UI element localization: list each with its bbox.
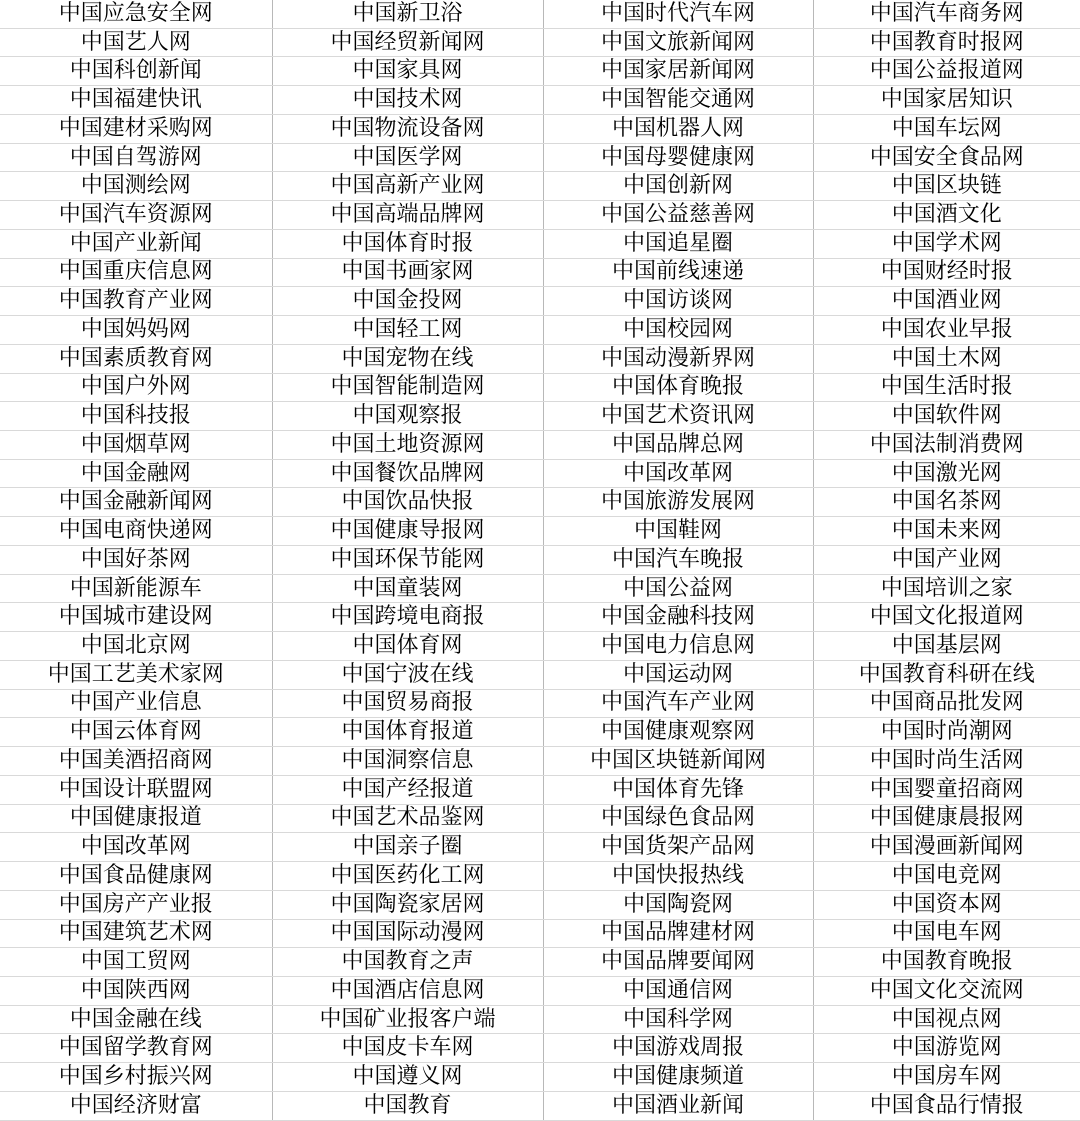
table-cell: 中国金融在线 (0, 1005, 272, 1034)
table-cell: 中国陶瓷家居网 (272, 890, 543, 919)
table-cell: 中国体育时报 (272, 229, 543, 258)
table-cell: 中国餐饮品牌网 (272, 459, 543, 488)
table-cell: 中国医药化工网 (272, 862, 543, 891)
table-row (0, 948, 1080, 977)
table-cell: 中国未来网 (813, 517, 1080, 546)
table-cell: 中国创新网 (543, 172, 813, 201)
table-cell: 中国家居新闻网 (543, 57, 813, 86)
table-cell: 中国跨境电商报 (272, 603, 543, 632)
table-cell: 中国文化交流网 (813, 976, 1080, 1005)
table-cell: 中国食品健康网 (0, 862, 272, 891)
table-cell: 中国财经时报 (813, 258, 1080, 287)
table-cell: 中国婴童招商网 (813, 775, 1080, 804)
table-cell: 中国宁波在线 (272, 660, 543, 689)
table-cell: 中国公益报道网 (813, 57, 1080, 86)
table-cell: 中国留学教育网 (0, 1034, 272, 1063)
table-row (0, 775, 1080, 804)
table-cell: 中国矿业报客户端 (272, 1005, 543, 1034)
table-cell: 中国激光网 (813, 459, 1080, 488)
table-cell: 中国科创新闻 (0, 57, 272, 86)
table-cell: 中国货架产品网 (543, 833, 813, 862)
table-cell: 中国文化报道网 (813, 603, 1080, 632)
table-cell: 中国区块链 (813, 172, 1080, 201)
table-row (0, 488, 1080, 517)
table-cell: 中国重庆信息网 (0, 258, 272, 287)
table-cell: 中国饮品快报 (272, 488, 543, 517)
table-cell: 中国安全食品网 (813, 143, 1080, 172)
table-cell: 中国建筑艺术网 (0, 919, 272, 948)
table-cell: 中国建材采购网 (0, 114, 272, 143)
table-row (0, 28, 1080, 57)
table-row (0, 545, 1080, 574)
table-cell: 中国金投网 (272, 287, 543, 316)
table-cell: 中国科技报 (0, 402, 272, 431)
table-cell: 中国妈妈网 (0, 316, 272, 345)
table-cell: 中国应急安全网 (0, 0, 272, 28)
table-row (0, 229, 1080, 258)
table-cell: 中国汽车商务网 (813, 0, 1080, 28)
table-cell: 中国教育之声 (272, 948, 543, 977)
table-row (0, 459, 1080, 488)
table-cell: 中国国际动漫网 (272, 919, 543, 948)
table-cell: 中国动漫新界网 (543, 344, 813, 373)
table-cell: 中国改革网 (0, 833, 272, 862)
table-cell: 中国童装网 (272, 574, 543, 603)
table-cell: 中国智能制造网 (272, 373, 543, 402)
table-cell: 中国漫画新闻网 (813, 833, 1080, 862)
table-cell: 中国学术网 (813, 229, 1080, 258)
table-cell: 中国皮卡车网 (272, 1034, 543, 1063)
table-cell: 中国教育晚报 (813, 948, 1080, 977)
table-row (0, 373, 1080, 402)
table-row (0, 747, 1080, 776)
table-row (0, 402, 1080, 431)
table-cell: 中国产经报道 (272, 775, 543, 804)
table-cell: 中国设计联盟网 (0, 775, 272, 804)
table-cell: 中国土地资源网 (272, 431, 543, 460)
table-cell: 中国健康晨报网 (813, 804, 1080, 833)
table-cell: 中国教育时报网 (813, 28, 1080, 57)
table-cell: 中国公益慈善网 (543, 201, 813, 230)
table-cell: 中国自驾游网 (0, 143, 272, 172)
table-cell: 中国经济财富 (0, 1091, 272, 1120)
table-cell: 中国房产产业报 (0, 890, 272, 919)
table-row (0, 316, 1080, 345)
table-row (0, 258, 1080, 287)
table-cell: 中国金融科技网 (543, 603, 813, 632)
table-cell: 中国环保节能网 (272, 545, 543, 574)
table-cell: 中国教育科研在线 (813, 660, 1080, 689)
table-cell: 中国教育产业网 (0, 287, 272, 316)
table-cell: 中国商品批发网 (813, 689, 1080, 718)
table-cell: 中国改革网 (543, 459, 813, 488)
table-cell: 中国资本网 (813, 890, 1080, 919)
table-cell: 中国电车网 (813, 919, 1080, 948)
table-cell: 中国健康观察网 (543, 718, 813, 747)
table-cell: 中国体育先锋 (543, 775, 813, 804)
table-cell: 中国新卫浴 (272, 0, 543, 28)
table-row (0, 603, 1080, 632)
table-cell: 中国培训之家 (813, 574, 1080, 603)
table-cell: 中国品牌要闻网 (543, 948, 813, 977)
table-cell: 中国产业新闻 (0, 229, 272, 258)
table-cell: 中国乡村振兴网 (0, 1063, 272, 1092)
table-cell: 中国食品行情报 (813, 1091, 1080, 1120)
table-cell: 中国运动网 (543, 660, 813, 689)
table-cell: 中国亲子圈 (272, 833, 543, 862)
table-cell: 中国艺术资讯网 (543, 402, 813, 431)
table-cell: 中国工艺美术家网 (0, 660, 272, 689)
table-cell: 中国新能源车 (0, 574, 272, 603)
table-cell: 中国名茶网 (813, 488, 1080, 517)
table-cell: 中国医学网 (272, 143, 543, 172)
table-cell: 中国访谈网 (543, 287, 813, 316)
table-row (0, 833, 1080, 862)
table-row (0, 919, 1080, 948)
table-cell: 中国区块链新闻网 (543, 747, 813, 776)
table-cell: 中国品牌建材网 (543, 919, 813, 948)
table-cell: 中国遵义网 (272, 1063, 543, 1092)
table-row (0, 718, 1080, 747)
table-cell: 中国健康导报网 (272, 517, 543, 546)
table-row (0, 890, 1080, 919)
table-cell: 中国产业信息 (0, 689, 272, 718)
table-cell: 中国高端品牌网 (272, 201, 543, 230)
table-row (0, 1091, 1080, 1120)
table-cell: 中国物流设备网 (272, 114, 543, 143)
table-cell: 中国酒业新闻 (543, 1091, 813, 1120)
table-row (0, 143, 1080, 172)
table-cell: 中国书画家网 (272, 258, 543, 287)
table-row (0, 976, 1080, 1005)
table-cell: 中国绿色食品网 (543, 804, 813, 833)
table-cell: 中国通信网 (543, 976, 813, 1005)
table-row (0, 1005, 1080, 1034)
table-cell: 中国汽车资源网 (0, 201, 272, 230)
table-cell: 中国快报热线 (543, 862, 813, 891)
table-row (0, 862, 1080, 891)
table-cell: 中国健康报道 (0, 804, 272, 833)
table-cell: 中国校园网 (543, 316, 813, 345)
table-cell: 中国体育网 (272, 632, 543, 661)
table-cell: 中国技术网 (272, 86, 543, 115)
table-cell: 中国公益网 (543, 574, 813, 603)
table-cell: 中国生活时报 (813, 373, 1080, 402)
table-row (0, 1063, 1080, 1092)
table-cell: 中国法制消费网 (813, 431, 1080, 460)
table-cell: 中国健康频道 (543, 1063, 813, 1092)
table-cell: 中国洞察信息 (272, 747, 543, 776)
table-cell: 中国时尚潮网 (813, 718, 1080, 747)
table-cell: 中国烟草网 (0, 431, 272, 460)
table-cell: 中国土木网 (813, 344, 1080, 373)
table-cell: 中国产业网 (813, 545, 1080, 574)
table-cell: 中国云体育网 (0, 718, 272, 747)
table-cell: 中国房车网 (813, 1063, 1080, 1092)
table-cell: 中国前线速递 (543, 258, 813, 287)
table-cell: 中国贸易商报 (272, 689, 543, 718)
table-row (0, 114, 1080, 143)
table-cell: 中国时尚生活网 (813, 747, 1080, 776)
table-cell: 中国家具网 (272, 57, 543, 86)
table-row (0, 804, 1080, 833)
table-cell: 中国陕西网 (0, 976, 272, 1005)
table-cell: 中国工贸网 (0, 948, 272, 977)
table-cell: 中国素质教育网 (0, 344, 272, 373)
table-cell: 中国软件网 (813, 402, 1080, 431)
table-cell: 中国体育报道 (272, 718, 543, 747)
table-cell: 中国基层网 (813, 632, 1080, 661)
table-cell: 中国车坛网 (813, 114, 1080, 143)
table-row (0, 57, 1080, 86)
table-cell: 中国金融网 (0, 459, 272, 488)
table-cell: 中国好茶网 (0, 545, 272, 574)
table-cell: 中国高新产业网 (272, 172, 543, 201)
table-row (0, 574, 1080, 603)
table-row (0, 431, 1080, 460)
table-row (0, 201, 1080, 230)
table-cell: 中国陶瓷网 (543, 890, 813, 919)
table-cell: 中国品牌总网 (543, 431, 813, 460)
table-cell: 中国视点网 (813, 1005, 1080, 1034)
table-cell: 中国宠物在线 (272, 344, 543, 373)
table-cell: 中国户外网 (0, 373, 272, 402)
table-row (0, 0, 1080, 28)
table-cell: 中国福建快讯 (0, 86, 272, 115)
table-cell: 中国游览网 (813, 1034, 1080, 1063)
table-cell: 中国智能交通网 (543, 86, 813, 115)
table-cell: 中国金融新闻网 (0, 488, 272, 517)
table-cell: 中国时代汽车网 (543, 0, 813, 28)
table-cell: 中国电竞网 (813, 862, 1080, 891)
table-row (0, 1034, 1080, 1063)
table-cell: 中国酒业网 (813, 287, 1080, 316)
table-cell: 中国城市建设网 (0, 603, 272, 632)
table-cell: 中国农业早报 (813, 316, 1080, 345)
table-cell: 中国教育 (272, 1091, 543, 1120)
table-cell: 中国酒文化 (813, 201, 1080, 230)
table-cell: 中国体育晚报 (543, 373, 813, 402)
table-cell: 中国汽车产业网 (543, 689, 813, 718)
table-row (0, 287, 1080, 316)
table-cell: 中国艺人网 (0, 28, 272, 57)
table-row (0, 632, 1080, 661)
table-cell: 中国文旅新闻网 (543, 28, 813, 57)
table-cell: 中国母婴健康网 (543, 143, 813, 172)
table-cell: 中国家居知识 (813, 86, 1080, 115)
table-cell: 中国机器人网 (543, 114, 813, 143)
table-cell: 中国游戏周报 (543, 1034, 813, 1063)
table-row (0, 689, 1080, 718)
table-cell: 中国美酒招商网 (0, 747, 272, 776)
table-cell: 中国电力信息网 (543, 632, 813, 661)
table-cell: 中国测绘网 (0, 172, 272, 201)
table-cell: 中国科学网 (543, 1005, 813, 1034)
table-row (0, 86, 1080, 115)
table-cell: 中国追星圈 (543, 229, 813, 258)
table-cell: 中国北京网 (0, 632, 272, 661)
table-cell: 中国电商快递网 (0, 517, 272, 546)
table-cell: 中国鞋网 (543, 517, 813, 546)
table-row (0, 517, 1080, 546)
table-cell: 中国酒店信息网 (272, 976, 543, 1005)
table-cell: 中国经贸新闻网 (272, 28, 543, 57)
table-cell: 中国艺术品鉴网 (272, 804, 543, 833)
table-cell: 中国观察报 (272, 402, 543, 431)
table-row (0, 344, 1080, 373)
table-cell: 中国轻工网 (272, 316, 543, 345)
table-cell: 中国旅游发展网 (543, 488, 813, 517)
table-row (0, 660, 1080, 689)
table-row (0, 172, 1080, 201)
table-cell: 中国汽车晚报 (543, 545, 813, 574)
